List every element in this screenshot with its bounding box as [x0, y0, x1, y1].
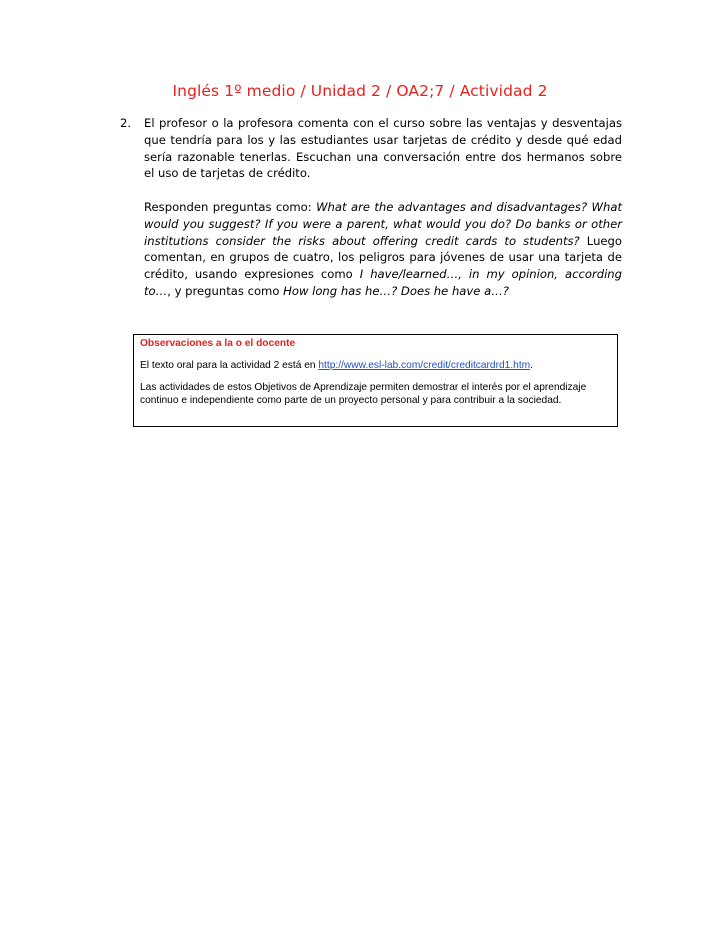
observations-line-1-end: . [530, 360, 533, 371]
observations-line-1 [140, 359, 611, 372]
audio-text-link[interactable]: http://www.esl-lab.com/credit/creditcardrd1.htm [318, 360, 531, 371]
observations-line-2: Las actividades de estos Objetivos de Aprendizaje permiten demostrar el interés por el aprendizaje continuo e independiente como parte de un proyecto personal y para contribuir a la sociedad. [140, 382, 587, 406]
activity-body [144, 115, 622, 300]
observations-title: Observaciones a la o el docente [140, 338, 296, 349]
page-title: Inglés 1º medio / Unidad 2 / OA2;7 / Actividad 2 [172, 82, 548, 100]
activity-item [120, 115, 622, 300]
para2-mid: Luego comentan, en grupos de cuatro, los peligros para jóvenes de usar una tarjeta de crédito, usando expresiones como [144, 233, 622, 282]
para2-questions: What are the advantages and disadvantages? What would you suggest? If you were a parent, what would you do? Do banks or other institutions consider the risks about offering credit cards to students? [144, 199, 623, 248]
para2-expressions: I have/learned…, in my opinion, according to… [144, 267, 622, 298]
observations-line-1-text: El texto oral para la actividad 2 está en [140, 360, 319, 371]
activity-paragraph-1: El profesor o la profesora comenta con el curso sobre las ventajas y desventajas que tendría para los y las estudiantes usar tarjetas de crédito y desde qué edad sería razonable tenerlas. Escuchan una conversación entre dos hermanos sobre el uso de tarjetas de crédito. [144, 116, 622, 181]
activity-number: 2. [120, 116, 132, 130]
activity-paragraph-2 [144, 199, 622, 300]
para2-mid2: , y preguntas como [167, 283, 284, 298]
teacher-observations-box [133, 334, 618, 427]
para2-intro: Responden preguntas como: [144, 199, 317, 214]
para2-questions-2: How long has he…? Does he have a…? [283, 283, 509, 298]
